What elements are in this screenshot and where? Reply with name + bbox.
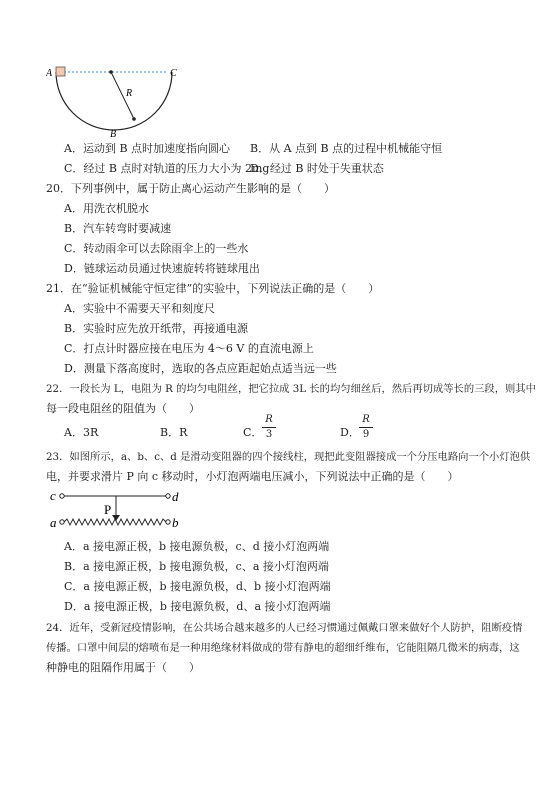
- terminal-a: [60, 520, 64, 524]
- q20-option-a: A．用洗衣机脱水: [64, 202, 149, 215]
- q19-option-d: D．经过 B 时处于失重状态: [250, 162, 384, 175]
- label-c: c: [50, 488, 56, 503]
- fraction-bar: [359, 427, 373, 428]
- terminal-b: [166, 520, 170, 524]
- q23-option-d: D．a 接电源正极，b 接电源负极，d、a 接小灯泡两端: [64, 600, 331, 613]
- label-a: A: [46, 68, 53, 79]
- q22-option-d-fraction: [359, 414, 373, 441]
- q22-c-numerator: R: [265, 414, 273, 425]
- q19-option-a: A．运动到 B 点时加速度指向圆心: [64, 142, 231, 155]
- q19-option-b: B．从 A 点到 B 点的过程中机械能守恒: [250, 142, 443, 155]
- label-r: R: [126, 88, 133, 99]
- q20-stem: 20．下列事例中，属于防止离心运动产生影响的是（ ）: [46, 182, 335, 195]
- q20-option-c: C．转动雨伞可以去除雨伞上的一些水: [64, 242, 249, 255]
- q23-stem-line2: 电，并要求滑片 P 向 c 移动时，小灯泡两端电压减小，下列说法中正确的是（ ）: [46, 470, 459, 483]
- terminal-d: [166, 494, 170, 498]
- q24-stem-line2: 传播。口罩中间层的熔喷布是一种用绝缘材料做成的带有静电的超细纤维布，它能阻隔几微米的病毒，这: [46, 642, 520, 654]
- q22-option-d-prefix: D．: [340, 426, 360, 439]
- q19-option-c: C．经过 B 点时对轨道的压力大小为 2mg: [64, 162, 270, 175]
- center-dot: [109, 70, 113, 74]
- q21-option-b: B．实验时应先放开纸带，再接通电源: [64, 322, 249, 335]
- q22-stem-line2: 每一段电阻丝的阻值为（ ）: [46, 402, 200, 415]
- q20-option-b: B．汽车转弯时要减速: [64, 222, 172, 235]
- q23-option-b: B．a 接电源正极，b 接电源负极，c、a 接小灯泡两端: [64, 560, 329, 573]
- label-d: d: [172, 489, 179, 504]
- small-block: [56, 67, 65, 76]
- q22-d-numerator: R: [362, 414, 370, 425]
- q23-option-c: C．a 接电源正极，b 接电源负极，d、b 接小灯泡两端: [64, 580, 331, 593]
- fraction-bar: [262, 427, 276, 428]
- q21-option-c: C．打点计时器应接在电压为 4～6 V 的直流电源上: [64, 342, 314, 355]
- q22-c-denominator: 3: [265, 429, 273, 440]
- q22-option-b: B．R: [160, 426, 188, 439]
- label-c: C: [170, 68, 177, 79]
- label-p: P: [104, 502, 112, 517]
- q22-option-c-fraction: [262, 414, 276, 441]
- q22-option-c-prefix: C．: [243, 426, 263, 439]
- q22-stem-line1: 22．一段长为 L，电阻为 R 的均匀电阻丝，把它拉成 3L 长的均匀细丝后，然后再切成等长的三段，则其中: [46, 383, 536, 395]
- terminal-c: [60, 494, 64, 498]
- q21-option-d: D．测量下落高度时，选取的各点应距起始点适当远一些: [64, 362, 337, 375]
- q24-stem-line3: 种静电的阻隔作用属于（ ）: [46, 661, 200, 674]
- q20-option-d: D．链球运动员通过快速旋转将链球甩出: [64, 262, 260, 275]
- radius-end-dot: [132, 117, 136, 121]
- q22-option-a: A．3R: [64, 426, 99, 439]
- q21-stem: 21．在“验证机械能守恒定律”的实验中，下列说法正确的是（ ）: [46, 282, 380, 295]
- q23-option-a: A．a 接电源正极，b 接电源负极，c、d 接小灯泡两端: [64, 540, 330, 553]
- label-b: B: [110, 129, 117, 138]
- label-a: a: [50, 515, 57, 530]
- semicircle-arc: [56, 72, 172, 130]
- label-b: b: [172, 515, 179, 530]
- q24-stem-line1: 24．近年，受新冠疫情影响，在公共场合越来越多的人已经习惯通过佩戴口罩来做好个人防护，阻断疫情: [46, 622, 523, 634]
- q21-option-a: A．实验中不需要天平和刻度尺: [64, 302, 215, 315]
- rheostat-figure: [48, 488, 188, 530]
- q23-stem-line1: 23．如图所示，a、b、c、d 是滑动变阻器的四个接线柱，现把此变阻器接成一个分压电路向一个小灯泡供: [46, 451, 531, 463]
- semicircle-track-figure: [46, 58, 196, 138]
- q22-d-denominator: 9: [362, 429, 370, 440]
- resistance-wire: [64, 519, 166, 525]
